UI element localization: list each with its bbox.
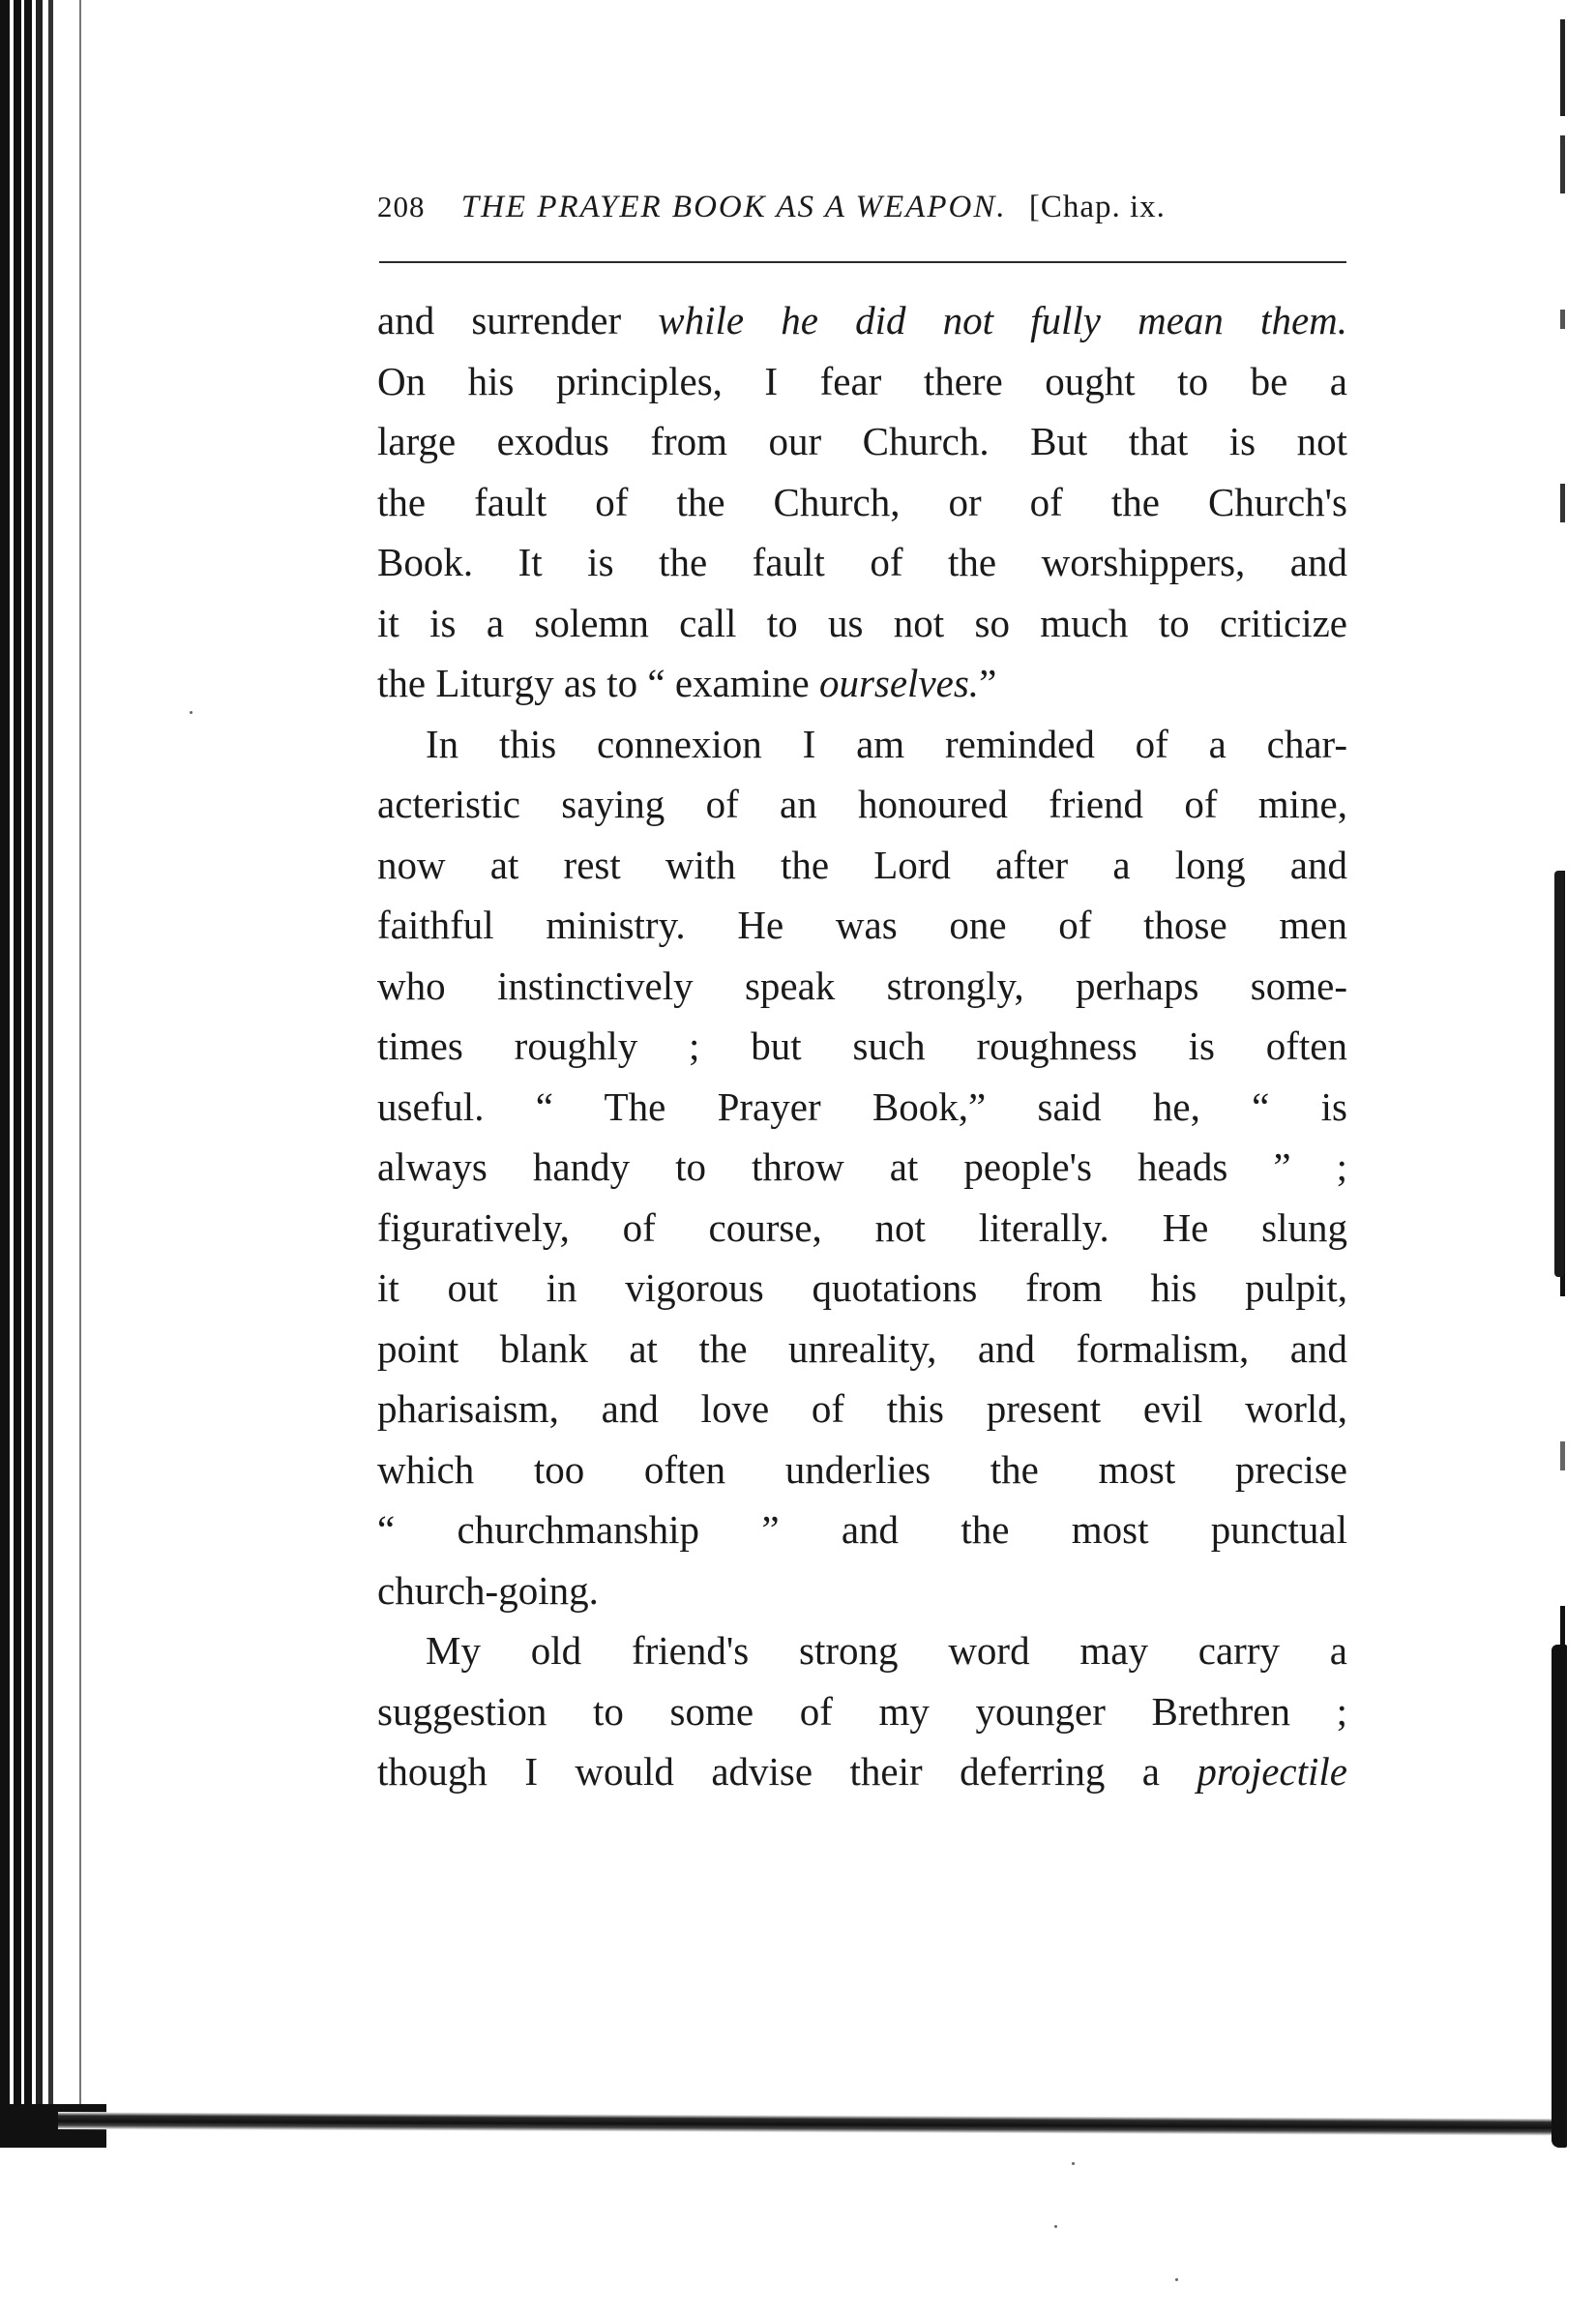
- text-run: always handy to throw at people's heads ” ;: [377, 1144, 1347, 1189]
- text-run: church-going.: [377, 1567, 599, 1613]
- text-run: though I would advise their deferring a: [377, 1749, 1197, 1794]
- running-title: THE PRAYER BOOK AS A WEAPON.: [460, 190, 1007, 224]
- text-line: [377, 956, 1347, 1017]
- text-line: [377, 1499, 1347, 1560]
- text-line: [377, 1379, 1347, 1439]
- text-run: the Liturgy as to “ examine: [377, 661, 819, 705]
- text-line: [377, 1198, 1347, 1259]
- text-line: [377, 1319, 1347, 1380]
- text-run: it out in vigorous quotations from his pulpit,: [377, 1265, 1347, 1310]
- text-line: [377, 1741, 1347, 1802]
- text-run: faithful ministry. He was one of those men: [377, 903, 1347, 947]
- text-line: [377, 1439, 1347, 1500]
- text-run: large exodus from our Church. But that is not: [377, 419, 1347, 463]
- text-line: [377, 290, 1347, 351]
- text-run: In this connexion I am reminded of a char-: [426, 721, 1347, 766]
- text-line: [377, 593, 1347, 654]
- page-bottom-edge: [58, 2112, 1567, 2136]
- text-line: [377, 714, 1347, 775]
- text-line: [377, 411, 1347, 472]
- text-run: point blank at the unreality, and formalism, and: [377, 1325, 1347, 1371]
- text-line: [377, 1560, 1347, 1621]
- text-line: [377, 1016, 1347, 1077]
- text-run: figuratively, of course, not literally. He slung: [377, 1204, 1347, 1250]
- text-run: pharisaism, and love of this present evil world,: [377, 1386, 1347, 1431]
- page-right-edge-shadow: [1554, 871, 1564, 1277]
- text-run: useful. “ The Prayer Book,” said he, “ is: [377, 1083, 1347, 1129]
- speck: [1072, 2162, 1075, 2165]
- speck: [1054, 2225, 1057, 2228]
- text-run: which too often underlies the most precise: [377, 1446, 1347, 1492]
- header-rule: [379, 261, 1346, 263]
- text-run: Book. It is the fault of the worshippers, and: [377, 540, 1347, 584]
- text-line: [377, 1681, 1347, 1742]
- text-run: the fault of the Church, or of the Church's: [377, 479, 1347, 524]
- text-line: [377, 1258, 1347, 1319]
- italic-text: ourselves.: [818, 661, 980, 705]
- text-run: suggestion to some of my younger Brethren ;: [377, 1688, 1347, 1734]
- text-run: it is a solemn call to us not so much to criticize: [377, 600, 1347, 645]
- text-line: [377, 1137, 1347, 1198]
- text-run: now at rest with the Lord after a long and: [377, 842, 1347, 887]
- text-run: My old friend's strong word may carry a: [426, 1628, 1347, 1673]
- text-run: acteristic saying of an honoured friend of mine,: [377, 782, 1347, 826]
- text-line: [377, 351, 1347, 412]
- text-line: [377, 895, 1347, 956]
- chapter-label: [Chap. ix.: [1028, 190, 1166, 224]
- text-line: [377, 472, 1347, 533]
- italic-text: projectile: [1197, 1749, 1347, 1794]
- italic-text: while he did not fully mean them.: [658, 298, 1347, 342]
- text-run: who instinctively speak strongly, perhaps some-: [377, 963, 1347, 1008]
- body-text: [377, 290, 1347, 1802]
- text-line: [377, 774, 1347, 835]
- page-right-edge-blot: [1552, 1645, 1567, 2148]
- page-number: 208: [377, 190, 426, 223]
- speck: [1175, 2278, 1178, 2281]
- binding-shadow: [0, 0, 104, 2148]
- text-run: “ churchmanship ” and the most punctual: [377, 1507, 1347, 1552]
- running-head: [377, 190, 1345, 238]
- text-line: [377, 1077, 1347, 1138]
- text-run: times roughly ; but such roughness is often: [377, 1024, 1347, 1068]
- text-line: [377, 532, 1347, 593]
- text-line: [377, 1620, 1347, 1681]
- text-run: ”: [979, 661, 997, 705]
- speck: [190, 711, 192, 714]
- text-line: [377, 835, 1347, 896]
- text-line: [377, 653, 1347, 714]
- text-run: On his principles, I fear there ought to be a: [377, 358, 1347, 403]
- text-run: and surrender: [377, 298, 659, 342]
